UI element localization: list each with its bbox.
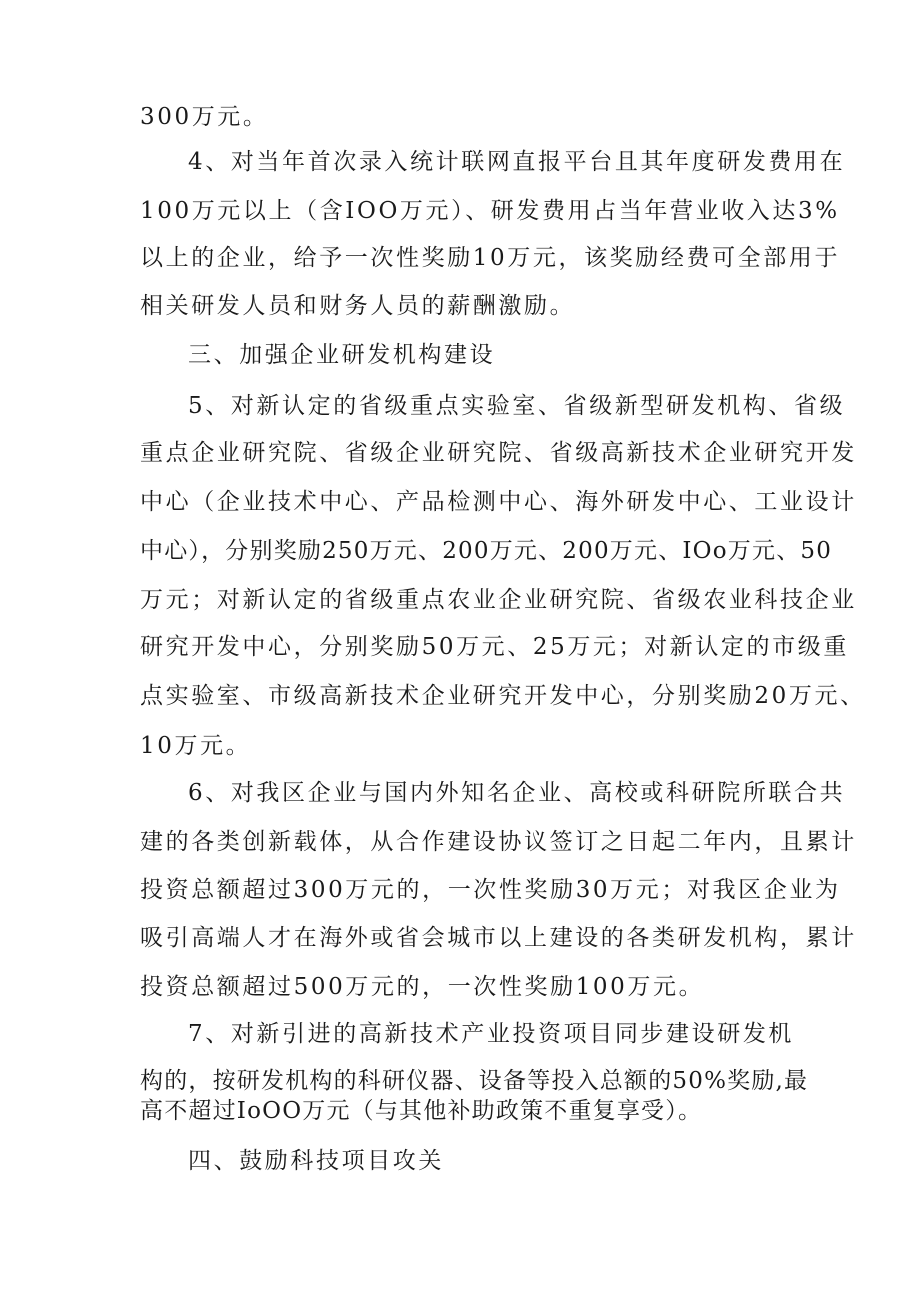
text-line-22: 高不超过IoOO万元（与其他补助政策不重复享受）。 [140,1098,703,1124]
text-line-12: 研究开发中心，分别奖励50万元、25万元；对新认定的市级重 [140,634,849,660]
text-line-3: 100万元以上（含IOO万元）、研发费用占当年营业收入达3% [140,198,840,224]
text-line-19: 投资总额超过500万元的，一次性奖励100万元。 [140,974,705,1000]
text-line-11: 万元；对新认定的省级重点农业企业研究院、省级农业科技企业 [140,587,857,613]
text-line-16: 建的各类创新载体，从合作建设协议签订之日起二年内，且累计 [140,829,857,855]
text-line-5: 相关研发人员和财务人员的薪酬激励。 [140,293,576,319]
section-heading-3: 三、加强企业研发机构建设 [188,342,496,368]
section-heading-4: 四、鼓励科技项目攻关 [188,1148,444,1174]
text-line-20: 7、对新引进的高新技术产业投资项目同步建设研发机 [188,1021,795,1047]
text-line-8: 重点企业研究院、省级企业研究院、省级高新技术企业研究开发 [140,440,857,466]
text-line-4: 以上的企业，给予一次性奖励10万元，该奖励经费可全部用于 [140,245,841,271]
text-line-10: 中心），分别奖励250万元、200万元、200万元、IOo万元、50 [140,538,833,564]
text-line-7: 5、对新认定的省级重点实验室、省级新型研发机构、省级 [188,393,846,419]
text-line-14: 10万元。 [140,733,252,759]
text-line-21: 构的，按研发机构的科研仪器、设备等投入总额的50%奖励,最 [140,1068,809,1094]
text-line-15: 6、对我区企业与国内外知名企业、高校或科研院所联合共 [188,780,846,806]
text-line-2: 4、对当年首次录入统计联网直报平台且其年度研发费用在 [188,149,846,175]
text-line-1: 300万元。 [140,104,269,130]
text-line-17: 投资总额超过300万元的，一次性奖励30万元；对我区企业为 [140,877,841,903]
text-line-9: 中心（企业技术中心、产品检测中心、海外研发中心、工业设计 [140,489,857,515]
text-line-18: 吸引高端人才在海外或省会城市以上建设的各类研发机构，累计 [140,925,857,951]
text-line-13: 点实验室、市级高新技术企业研究开发中心，分别奖励20万元、 [140,683,866,709]
